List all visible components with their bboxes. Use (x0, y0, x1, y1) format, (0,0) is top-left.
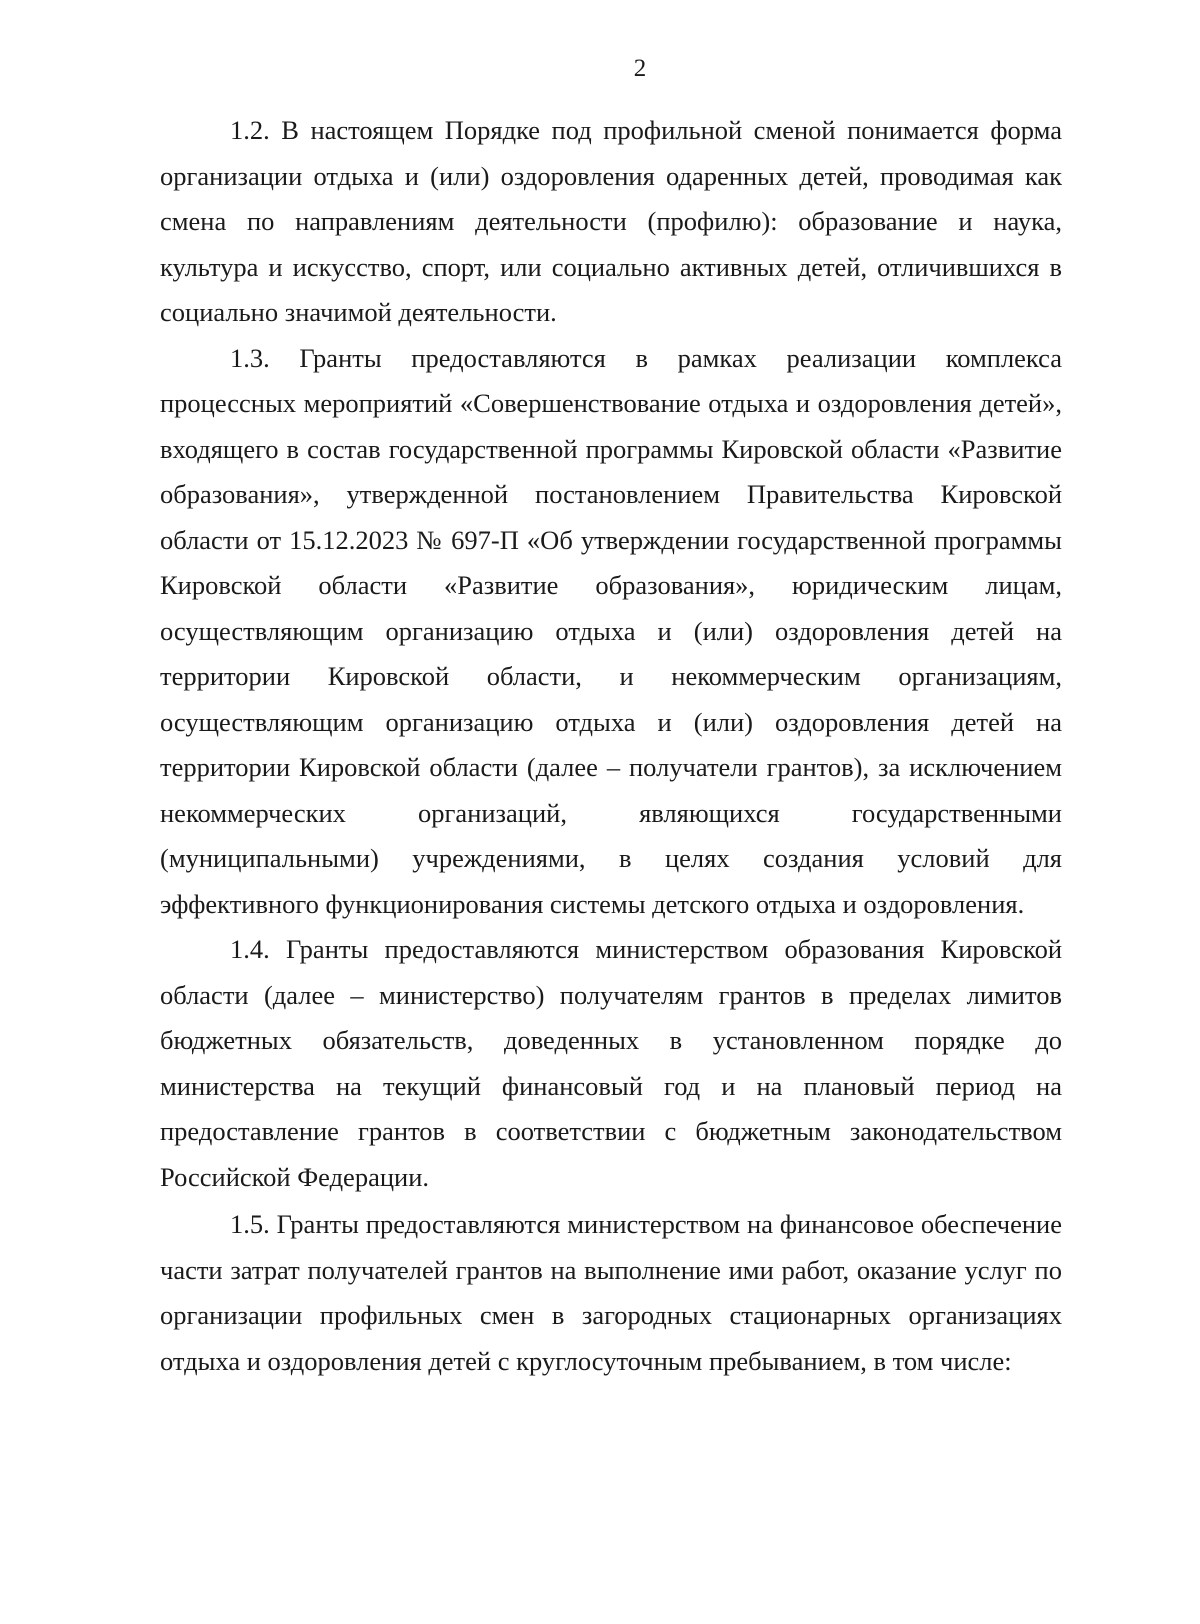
paragraph-1-4: 1.4. Гранты предоставляются министерством образования Кировской области (далее – министерство) получателям грантов в пределах лимитов бюджетных обязательств, доведенных в установленном порядке до министерства на текущий финансовый год и на плановый период на предоставление грантов в соответствии с бюджетным законодательством Российской Федерации. (160, 934, 1062, 1192)
page-number: 2 (633, 55, 647, 82)
paragraph-1-3: 1.3. Гранты предоставляются в рамках реализации комплекса процессных мероприятий «Совершенствование отдыха и оздоровления детей», входящего в состав государственной программы Кировской области «Развитие образования», утвержденной постановлением Правительства Кировской области от 15.12.2023 № 697-П «Об утверждении государственной программы Кировской области «Развитие образования», юридическим лицам, осуществляющим организацию отдыха и (или) оздоровления детей на территории Кировской области, и некоммерческим организациям, осуществляющим организацию отдыха и (или) оздоровления детей на территории Кировской области (далее – получатели грантов), за исключением некоммерческих организаций, являющихся государственными (муниципальными) учреждениями, в целях создания условий для эффективного функционирования системы детского отдыха и оздоровления. (160, 342, 1062, 919)
paragraph-1-5: 1.5. Гранты предоставляются министерством на финансовое обеспечение части затрат получателей грантов на выполнение ими работ, оказание услуг по организации профильных смен в загородных стационарных организациях отдыха и оздоровления детей с круглосуточным пребыванием, в том числе: (160, 1209, 1062, 1376)
document-body (160, 108, 1062, 1384)
paragraph-1-2: 1.2. В настоящем Порядке под профильной сменой понимается форма организации отдыха и (или) оздоровления одаренных детей, проводимая как смена по направлениям деятельности (профилю): образование и наука, культура и искусство, спорт, или социально активных детей, отличившихся в социально значимой деятельности. (160, 115, 1062, 327)
